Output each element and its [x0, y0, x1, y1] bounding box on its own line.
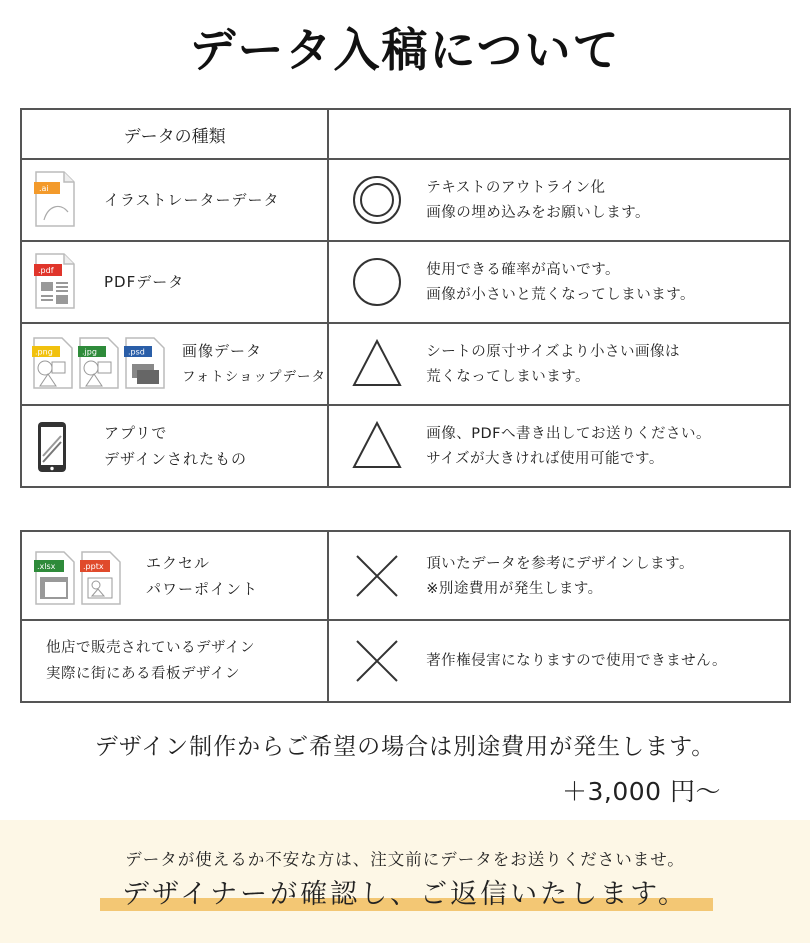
psd-file-icon — [124, 336, 166, 390]
pptx-file-icon — [80, 550, 122, 606]
row-description: 頂いたデータを参考にデザインします。 ※別途費用が発生します。 — [426, 556, 695, 597]
triangle-icon — [351, 338, 403, 390]
table-row — [21, 531, 790, 620]
row-description: テキストのアウトライン化 画像の埋め込みをお願いします。 — [426, 180, 651, 221]
jpg-file-icon — [78, 336, 120, 390]
row-label: 画像データ フォトショップデータ — [182, 342, 327, 385]
triangle-icon — [351, 420, 403, 472]
svg-text:.xlsx: .xlsx — [37, 562, 56, 571]
xlsx-file-icon — [34, 550, 76, 606]
svg-text:.png: .png — [35, 347, 53, 357]
row-label: 他店で販売されているデザイン 実際に街にある看板デザイン — [46, 640, 255, 682]
table-row — [21, 405, 790, 487]
smartphone-icon — [36, 420, 70, 474]
svg-text:.pptx: .pptx — [83, 562, 104, 571]
row-description: 使用できる確率が高いです。 画像が小さいと荒くなってしまいます。 — [426, 262, 696, 303]
cross-icon — [351, 635, 403, 687]
svg-text:.pdf: .pdf — [38, 266, 54, 275]
confirm-text: デザイナーが確認し、ご返信いたします。 — [122, 879, 688, 910]
svg-text:.ai: .ai — [39, 184, 49, 193]
ai-file-icon — [34, 170, 76, 228]
design-fee-note: デザイン制作からご希望の場合は別途費用が発生します。 — [94, 734, 716, 760]
row-label: イラストレーターデータ — [104, 191, 280, 209]
row-description: シートの原寸サイズより小さい画像は 荒くなってしまいます。 — [426, 344, 681, 385]
header-notes — [328, 109, 790, 159]
cross-icon — [351, 550, 403, 602]
data-types-table — [20, 108, 791, 488]
pdf-file-icon — [34, 252, 76, 310]
row-label: アプリで デザインされたもの — [104, 424, 247, 468]
unsupported-data-table — [20, 530, 791, 703]
row-label: エクセル パワーポイント — [146, 554, 259, 598]
svg-text:.jpg: .jpg — [82, 347, 97, 357]
row-description: 画像、PDFへ書き出してお送りください。 サイズが大きければ使用可能です。 — [426, 426, 711, 467]
png-file-icon — [32, 336, 74, 390]
table-row — [21, 241, 790, 323]
row-label: PDFデータ — [104, 273, 185, 291]
design-fee-price: ＋3,000 円〜 — [562, 777, 722, 806]
table-row — [21, 620, 790, 702]
circle-icon — [351, 256, 403, 308]
double-circle-icon — [351, 174, 403, 226]
table-row — [21, 323, 790, 405]
svg-text:.psd: .psd — [128, 347, 145, 357]
page-title: データ入稿について — [189, 23, 621, 77]
header-data-type: データの種類 — [21, 109, 328, 159]
notice-text: データが使えるか不安な方は、注文前にデータをお送りくださいませ。 — [125, 850, 685, 869]
table-row — [21, 159, 790, 241]
row-description: 著作権侵害になりますので使用できません。 — [426, 653, 728, 669]
